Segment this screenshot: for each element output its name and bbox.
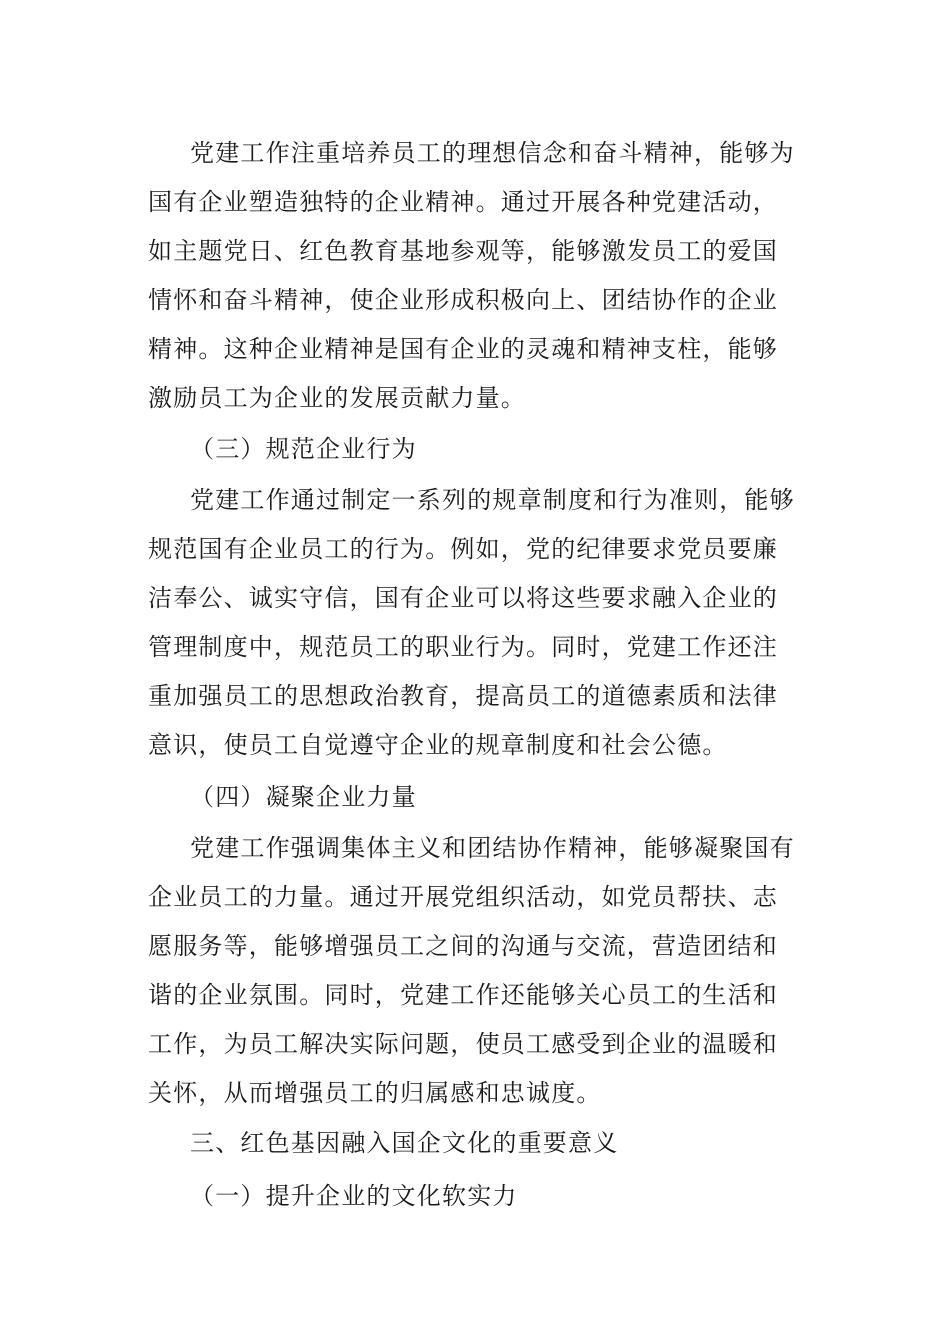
paragraph-line: 国有企业塑造独特的企业精神。通过开展各种党建活动， [148, 188, 778, 216]
section-title: 三、红色基因融入国企文化的重要意义 [190, 1129, 619, 1157]
paragraph-line: 精神。这种企业精神是国有企业的灵魂和精神支柱，能够 [148, 335, 778, 363]
paragraph-line: 重加强员工的思想政治教育，提高员工的道德素质和法律 [148, 682, 778, 710]
paragraph-line: 企业员工的力量。通过开展党组织活动，如党员帮扶、志 [148, 883, 778, 911]
paragraph-line: 洁奉公、诚实守信，国有企业可以将这些要求融入企业的 [148, 584, 778, 612]
paragraph-line: 如主题党日、红色教育基地参观等，能够激发员工的爱国 [148, 237, 778, 265]
subsection-heading: （三）规范企业行为 [190, 435, 417, 463]
paragraph-line: 党建工作强调集体主义和团结协作精神，能够凝聚国有 [190, 834, 795, 862]
subsection-heading: （一）提升企业的文化软实力 [190, 1182, 518, 1210]
paragraph-line: 管理制度中，规范员工的职业行为。同时，党建工作还注 [148, 633, 778, 661]
paragraph-line: 党建工作注重培养员工的理想信念和奋斗精神，能够为 [190, 139, 795, 167]
paragraph-line: 激励员工为企业的发展贡献力量。 [148, 384, 526, 412]
paragraph-line: 情怀和奋斗精神，使企业形成积极向上、团结协作的企业 [148, 286, 778, 314]
paragraph-line: 谐的企业氛围。同时，党建工作还能够关心员工的生活和 [148, 981, 778, 1009]
paragraph-line: 工作，为员工解决实际问题，使员工感受到企业的温暖和 [148, 1030, 778, 1058]
subsection-heading: （四）凝聚企业力量 [190, 783, 417, 811]
paragraph-line: 党建工作通过制定一系列的规章制度和行为准则，能够 [190, 486, 795, 514]
paragraph-line: 关怀，从而增强员工的归属感和忠诚度。 [148, 1079, 602, 1107]
paragraph-line: 愿服务等，能够增强员工之间的沟通与交流，营造团结和 [148, 932, 778, 960]
paragraph-line: 规范国有企业员工的行为。例如，党的纪律要求党员要廉 [148, 535, 778, 563]
paragraph-line: 意识，使员工自觉遵守企业的规章制度和社会公德。 [148, 731, 728, 759]
